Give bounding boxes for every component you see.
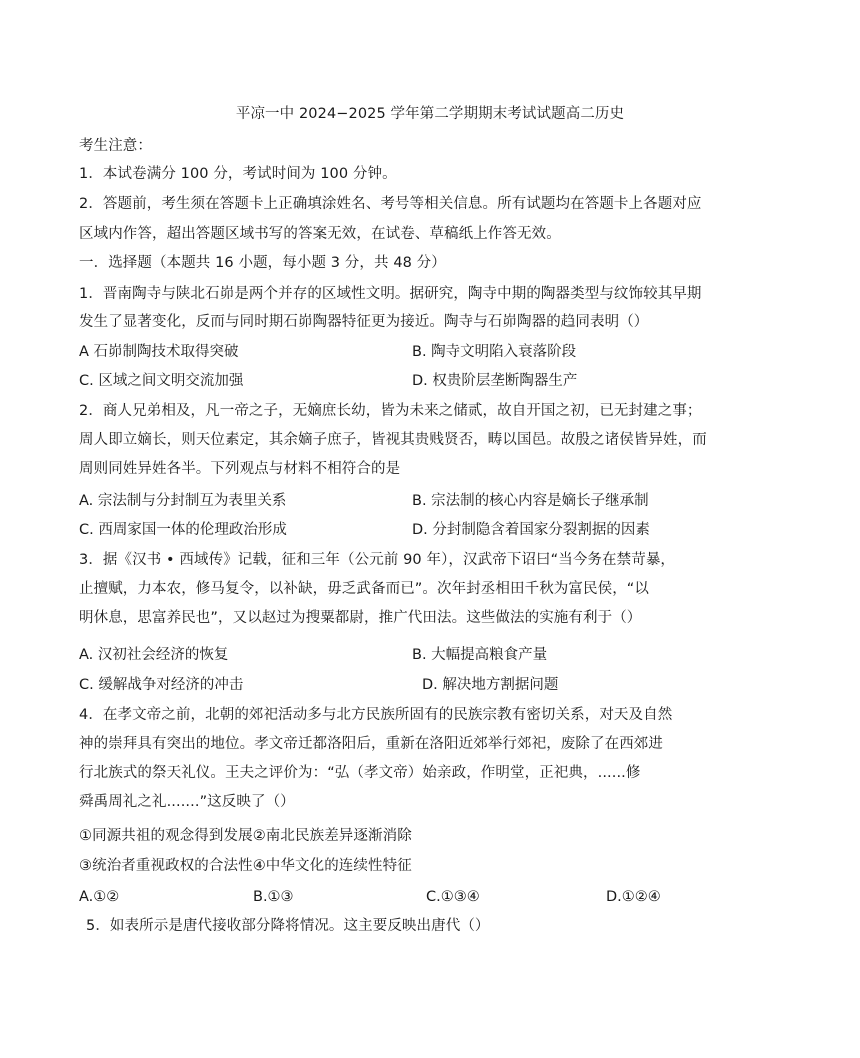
question-4-line-2: 神的崇拜具有突出的地位。孝文帝迁都洛阳后，重新在洛阳近郊举行郊祀，废除了在西郊进 (79, 736, 663, 752)
question-3-line-2: 止擅赋，力本农，修马复令，以补缺，毋乏武备而已”。次年封丞相田千秋为富民侯，“以 (79, 581, 650, 597)
question-2-option-a: A. 宗法制与分封制互为表里关系 (79, 493, 287, 509)
question-4-line-3: 行北族式的祭天礼仪。王夫之评价为：“弘（孝文帝）始亲政，作明堂，正祀典，......修 (79, 765, 641, 781)
question-4-line-4: 舜禹周礼之礼.......”这反映了（） (79, 794, 295, 810)
question-4-option-b: B.①③ (253, 889, 294, 905)
question-4-line-1: 4．在孝文帝之前，北朝的郊祀活动多与北方民族所固有的民族宗教有密切关系，对天及自然 (79, 707, 673, 723)
question-2-option-c: C. 西周家国一体的伦理政治形成 (79, 522, 287, 538)
question-4-option-c: C.①③④ (426, 889, 480, 905)
question-4-option-d: D.①②④ (606, 889, 661, 905)
question-2-option-d: D. 分封制隐含着国家分裂割据的因素 (412, 522, 650, 538)
page-title: 平凉一中 2024−2025 学年第二学期期末考试试题高二历史 (235, 106, 625, 122)
question-1-option-a: A 石峁制陶技术取得突破 (79, 344, 239, 360)
question-2-line-1: 2．商人兄弟相及，凡一帝之子，无嫡庶长幼，皆为未来之储贰，故自开国之初，已无封建之事； (79, 403, 702, 419)
notice-item-1: 1．本试卷满分 100 分，考试时间为 100 分钟。 (79, 166, 397, 182)
question-3-option-d: D. 解决地方割据问题 (422, 677, 559, 693)
question-1-option-d: D. 权贵阶层垄断陶器生产 (412, 373, 578, 389)
notice-heading: 考生注意： (79, 138, 152, 154)
question-1-line-2: 发生了显著变化，反而与同时期石峁陶器特征更为接近。陶寺与石峁陶器的趋同表明（） (79, 314, 649, 330)
question-5-line-1: 5．如表所示是唐代接收部分降将情况。这主要反映出唐代（） (86, 918, 490, 934)
question-2-line-2: 周人即立嫡长，则天位素定，其余嫡子庶子，皆视其贵贱贤否，畴以国邑。故殷之诸侯皆异姓，而 (79, 432, 707, 448)
question-3-line-3: 明休息，思富养民也”，又以赵过为搜粟都尉，推广代田法。这些做法的实施有利于（） (79, 610, 642, 626)
question-3-line-1: 3．据《汉书 • 西域传》记载，征和三年（公元前 90 年），汉武帝下诏曰“当今务在禁苛暴， (79, 552, 676, 568)
notice-item-2-line-1: 2．答题前，考生须在答题卡上正确填涂姓名、考号等相关信息。所有试题均在答题卡上各题对应 (79, 196, 702, 212)
question-3-option-a: A. 汉初社会经济的恢复 (79, 647, 229, 663)
notice-item-2-line-2: 区域内作答，超出答题区域书写的答案无效，在试卷、草稿纸上作答无效。 (79, 226, 561, 242)
question-3-option-c: C. 缓解战争对经济的冲击 (79, 677, 244, 693)
question-1-option-b: B. 陶寺文明陷入衰落阶段 (412, 344, 577, 360)
question-2-line-3: 周则同姓异姓各半。下列观点与材料不相符合的是 (79, 461, 401, 477)
question-2-option-b: B. 宗法制的核心内容是嫡长子继承制 (412, 493, 649, 509)
section-heading: 一．选择题（本题共 16 小题，每小题 3 分，共 48 分） (79, 255, 446, 271)
question-4-statements-1: ①同源共祖的观念得到发展②南北民族差异逐渐消除 (79, 828, 412, 844)
question-1-option-c: C. 区域之间文明交流加强 (79, 373, 244, 389)
question-3-option-b: B. 大幅提高粮食产量 (412, 647, 548, 663)
question-4-statements-2: ③统治者重视政权的合法性④中华文化的连续性特征 (79, 858, 412, 874)
question-1-line-1: 1．晋南陶寺与陕北石峁是两个并存的区域性文明。据研究，陶寺中期的陶器类型与纹饰较其早期 (79, 286, 702, 302)
question-4-option-a: A.①② (79, 889, 120, 905)
